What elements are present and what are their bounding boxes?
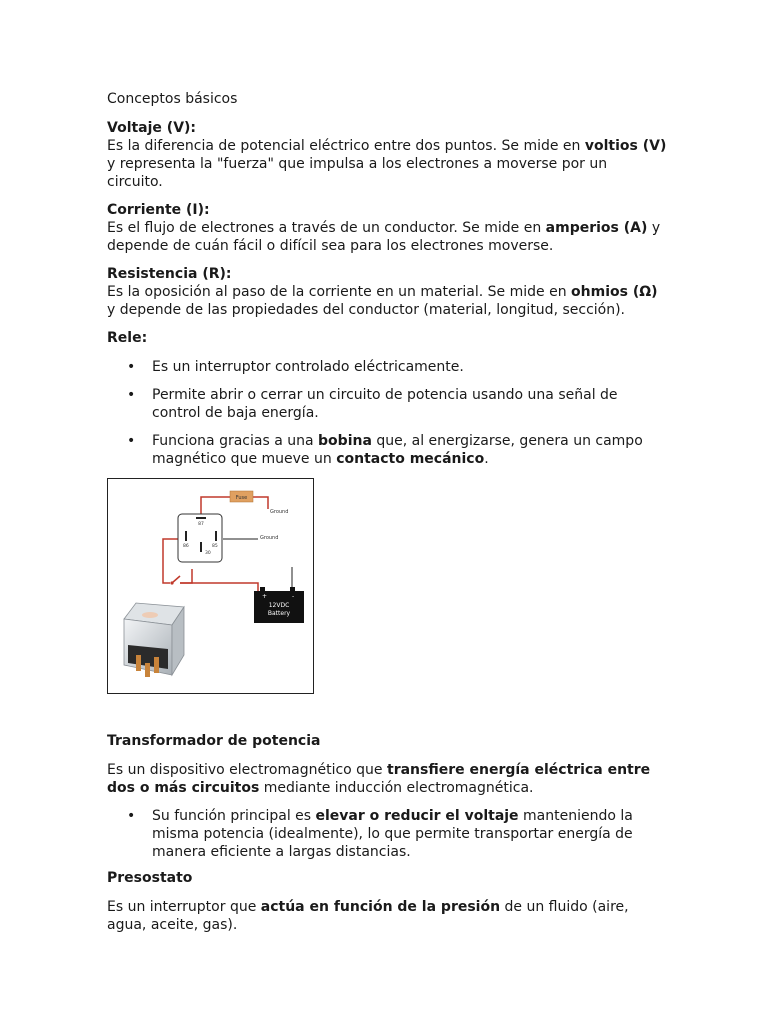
pin-85-label: 85 <box>212 544 218 549</box>
ground-label-2: Ground <box>260 535 279 541</box>
resistencia-heading: Resistencia (R): <box>107 266 232 282</box>
corriente-unit: amperios (A) <box>545 220 648 236</box>
rele-heading: Rele: <box>107 330 148 346</box>
transformador-text <box>107 761 667 797</box>
resistencia-text-b: y depende de las propiedades del conductor (material, longitud, sección). <box>107 302 626 318</box>
list-item <box>107 807 667 861</box>
rele-list <box>107 358 667 468</box>
rele-item-2: Permite abrir o cerrar un circuito de potencia usando una señal de control de baja energía. <box>152 387 618 421</box>
presostato-text <box>107 898 667 934</box>
transformador-text-bold: transfiere energía eléctrica entre dos o más circuitos <box>107 762 651 796</box>
voltaje-unit: voltios (V) <box>584 138 667 154</box>
presostato-text-b: de un fluido (aire, agua, aceite, gas). <box>107 899 629 933</box>
transformador-bullet-a: Su función principal es <box>152 808 316 824</box>
presostato-heading: Presostato <box>107 870 193 886</box>
fuse-label: Fuse <box>235 495 248 501</box>
transformador-text-b: mediante inducción electromagnética. <box>259 780 534 796</box>
rele-item-1: Es un interruptor controlado eléctricamente. <box>152 359 464 375</box>
transformador-list <box>107 807 667 861</box>
voltaje-text-b: y representa la "fuerza" que impulsa a los electrones a moverse por un circuito. <box>107 156 608 190</box>
section-voltaje <box>107 119 667 191</box>
rele-item-3-c: . <box>484 451 489 467</box>
rele-item-3-contacto: contacto mecánico <box>336 451 485 467</box>
resistencia-text-a: Es la oposición al paso de la corriente en un material. Se mide en <box>107 284 572 300</box>
voltaje-text-a: Es la diferencia de potencial eléctrico entre dos puntos. Se mide en <box>107 138 585 154</box>
relay-photo-icon <box>124 603 184 677</box>
battery-plus-label: + <box>262 593 268 600</box>
corriente-heading: Corriente (I): <box>107 202 210 218</box>
battery-minus-label: - <box>292 593 295 600</box>
transformador-text-a: Es un dispositivo electromagnético que <box>107 762 387 778</box>
corriente-text <box>107 219 667 255</box>
document-page <box>107 90 667 934</box>
pin-30-label: 30 <box>205 551 211 556</box>
ground-label-1: Ground <box>270 509 289 515</box>
transformador-bullet-b: manteniendo la misma potencia (idealmente), lo que permite transportar energía de manera eficiente a largas distancias. <box>152 808 633 860</box>
battery-name-label: Battery <box>267 610 291 617</box>
section-resistencia <box>107 265 667 319</box>
resistencia-text <box>107 283 667 319</box>
rele-item-3-b: que, al energizarse, genera un campo magnético que mueve un <box>152 433 643 467</box>
pin-87-label: 87 <box>198 522 204 527</box>
list-item <box>107 358 667 376</box>
switch-icon <box>170 576 180 585</box>
voltaje-text <box>107 137 667 191</box>
corriente-text-a: Es el flujo de electrones a través de un conductor. Se mide en <box>107 220 546 236</box>
transformador-heading: Transformador de potencia <box>107 733 321 749</box>
presostato-text-bold: actúa en función de la presión <box>260 899 501 915</box>
presostato-text-a: Es un interruptor que <box>107 899 261 915</box>
pin-86-label: 86 <box>183 544 189 549</box>
relay-diagram <box>108 479 313 693</box>
voltaje-heading: Voltaje (V): <box>107 120 197 136</box>
resistencia-unit: ohmios (Ω) <box>571 284 658 300</box>
section-corriente <box>107 201 667 255</box>
relay-diagram-figure <box>107 478 314 694</box>
corriente-text-y: y <box>647 220 661 236</box>
rele-item-3-a: Funciona gracias a una <box>152 433 319 449</box>
corriente-text-b: depende de cuán fácil o difícil sea para los electrones moverse. <box>107 238 554 254</box>
battery-voltage-label: 12VDC <box>268 602 290 609</box>
list-item <box>107 386 667 422</box>
rele-item-3-bobina: bobina <box>318 433 372 449</box>
transformador-bullet-bold: elevar o reducir el voltaje <box>315 808 519 824</box>
list-item <box>107 432 667 468</box>
document-title: Conceptos básicos <box>107 91 238 107</box>
